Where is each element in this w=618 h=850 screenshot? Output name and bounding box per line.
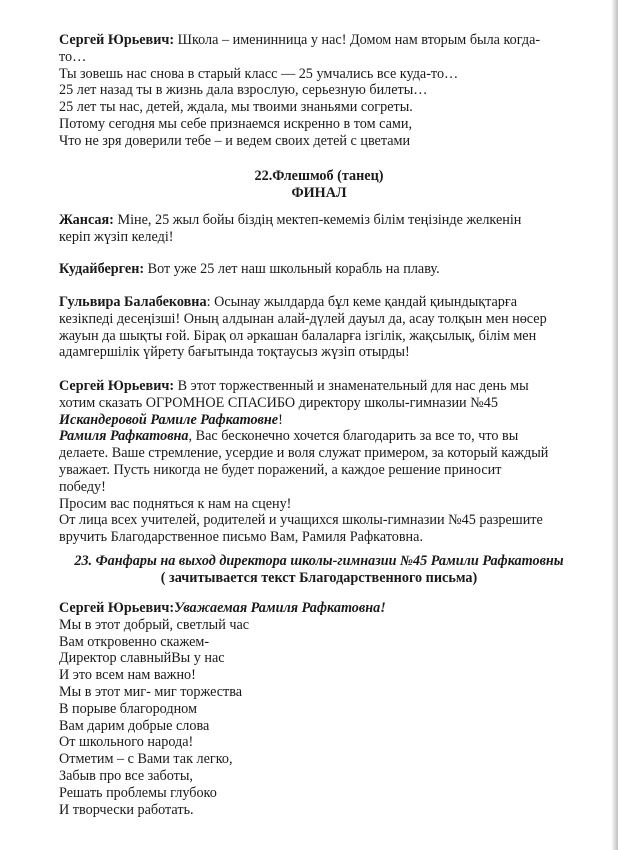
speech-kudaibergen [59,261,579,278]
text-line: адамгершілік үйрету бағытында тоқтаусыз жүзіп отырды! [59,344,410,361]
speaker-name: Сергей Юрьевич: [59,600,175,616]
text-line: кезікпеді десеңізші! Оның алдынан алай-дүлей дауыл да, асау толқын мен нөсер [59,310,547,327]
text-line: 25 лет назад ты в жизнь дала взрослую, серьезную билеты… [59,82,428,99]
text-line: жауын да шықты ғой. Бірақ ол әркашан балаларға ізгілік, жақсылық, білім мен [59,327,537,344]
text-line [59,32,579,49]
speech-text: Міне, 25 жыл бойы біздің мектеп-кемеміз білім теңізінде желкенін [113,212,522,228]
text-line [59,600,579,617]
text-line [59,294,579,311]
text-line: вручить Благодарственное письмо Вам, Рамиля Рафкатовна. [59,529,423,546]
section-heading-23 [59,553,579,587]
section-heading-22 [59,168,579,202]
text-line: Что не зря доверили тебе – и ведем своих детей с цветами [59,132,411,149]
text-line: Потому сегодня мы себе признаемся искренно в том сами, [59,115,413,132]
text-line [59,261,579,278]
speaker-name: Сергей Юрьевич: [59,378,175,394]
poem-line: И это всем нам важно! [59,667,196,684]
speech-text: Вот уже 25 лет наш школьный корабль на плаву. [144,261,440,277]
poem-line: И творчески работать. [59,801,194,818]
poem-line: Решать проблемы глубоко [59,784,217,801]
speech-text: В этот торжественный и знаменательный для нас день мы [174,378,529,394]
text-line: От лица всех учителей, родителей и учащихся школы-гимназии №45 разрешите [59,512,543,529]
director-name: Искандеровой Рамиле Рафкатовне [59,411,279,428]
poem-line: Забыв про все заботы, [59,767,193,784]
text-line: хотим сказать ОГРОМНОЕ СПАСИБО директору школы-гимназии №45 [59,394,498,411]
poem-line: Мы в этот добрый, светлый час [59,616,250,633]
speech-text: : Осынау жылдарда бұл кеме қандай қиындықтарға [206,294,518,310]
greeting: Уважаемая Рамиля Рафкатовна! [174,600,386,616]
text-line: Просим вас подняться к нам на сцену! [59,495,292,512]
text-line [59,212,579,229]
speech-sergey-3 [59,600,579,818]
speech-gulvira [59,294,579,361]
heading-line: ФИНАЛ [291,184,347,201]
text-line: победу! [59,478,106,495]
text-line: керіп жүзіп келеді! [59,228,174,245]
heading-line: 22.Флешмоб (танец) [254,168,384,184]
speech-sergey-2 [59,378,579,546]
speaker-name: Сергей Юрьевич: [59,32,175,48]
poem-line: Вам откровенно скажем- [59,633,210,650]
director-address: Рамиля Рафкатовна [59,428,189,445]
heading-line: 23. Фанфары на выход директора школы-гимназии №45 Рамили Рафкатовны [74,553,564,569]
speech-text: , Вас бесконечно хочется благодарить за все то, что вы [188,428,519,445]
speaker-name: Гульвира Балабековна [59,294,207,310]
text-line [59,378,579,395]
text-line [59,428,579,445]
text-line: уважает. Пусть никогда не будет поражений, а каждое решение приносит [59,461,502,478]
text-line: Ты зовешь нас снова в старый класс — 25 умчались все куда-то… [59,65,459,82]
speech-sergey-1 [59,32,579,150]
heading-line: ( зачитывается текст Благодарственного письма) [160,569,478,586]
speech-text: ! [278,411,283,428]
text-line: делаете. Ваше стремление, усердие и воля служат примером, за который каждый [59,445,549,462]
speech-zhansaya [59,212,579,246]
text-line [59,412,579,429]
poem-line: В порыве благородном [59,700,197,717]
text-line: то… [59,48,87,65]
page-edge-shadow [611,0,618,850]
speech-text: Школа – именинница у нас! Домом нам вторым была когда- [174,32,541,48]
speaker-name: Кудайберген: [59,261,145,277]
text-line: 25 лет ты нас, детей, ждала, мы твоими знаньями согреты. [59,99,413,116]
speaker-name: Жансая: [59,212,114,228]
poem-line: Вам дарим добрые слова [59,717,210,734]
poem-line: Отметим – с Вами так легко, [59,751,233,768]
poem-line: Мы в этот миг- миг торжества [59,683,243,700]
poem-line: От школьного народа! [59,734,194,751]
poem-line: Директор славныйВы у нас [59,650,225,667]
